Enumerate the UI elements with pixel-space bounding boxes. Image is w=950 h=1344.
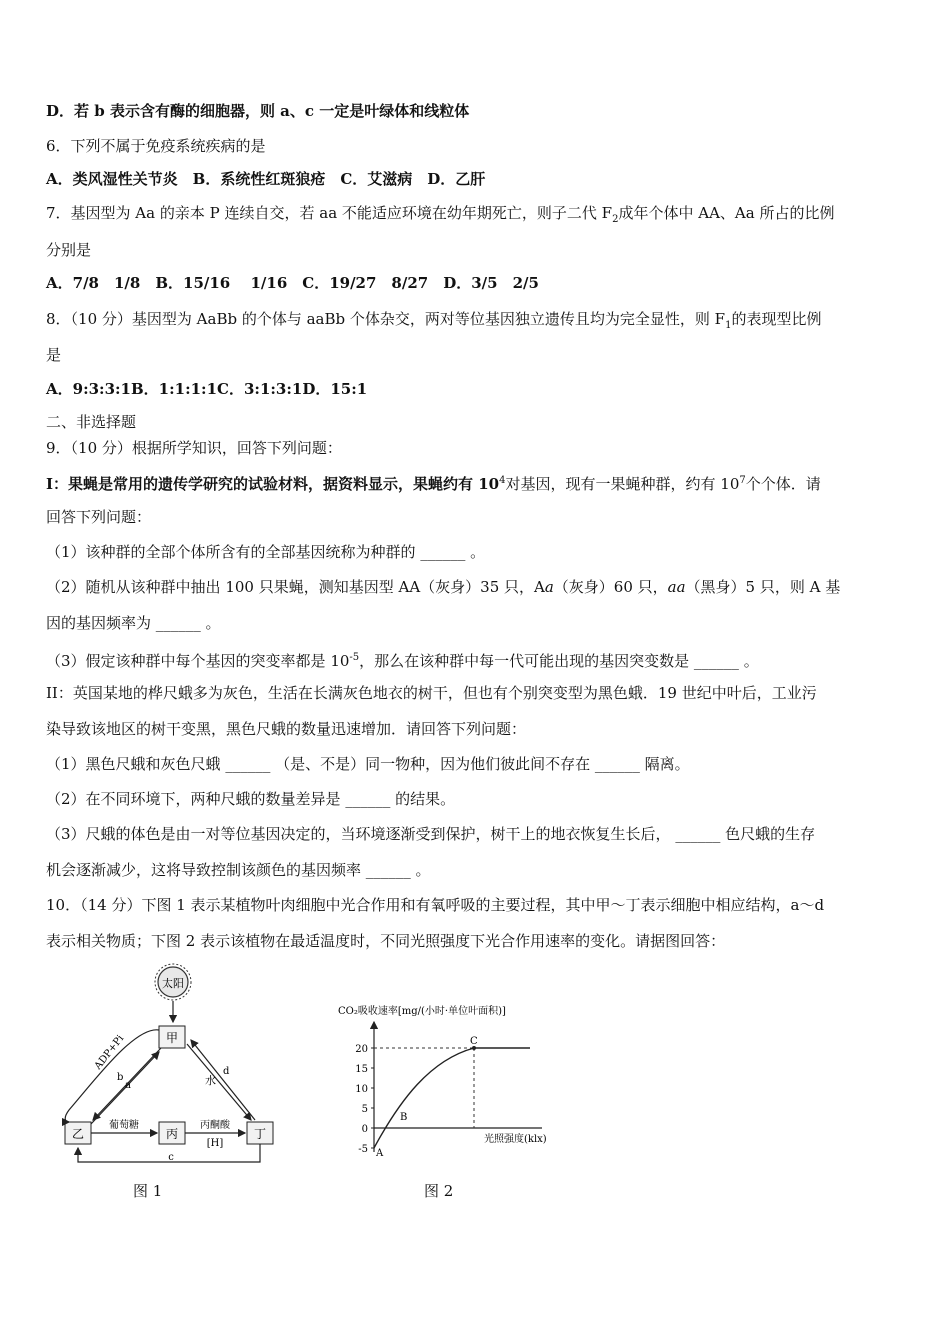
q8-options: A．9:3:3:1B．1:1:1:1C．3:1:3:1D．15:1 xyxy=(46,380,368,398)
label-adp: ADP+Pi xyxy=(92,1033,127,1072)
label-c: c xyxy=(168,1152,174,1163)
label-glucose: 葡萄糖 xyxy=(109,1120,139,1131)
label-pyruvate: 丙酮酸 xyxy=(200,1120,230,1131)
label-ding: 丁 xyxy=(253,1127,267,1141)
q7-stem-cont: 分别是 xyxy=(46,241,92,259)
q5-option-d: D．若 b 表示含有酶的细胞器，则 a、c 一定是叶绿体和线粒体 xyxy=(46,102,470,120)
fig2-label-b: B xyxy=(400,1112,408,1123)
q9-p1-text: I：果蝇是常用的遗传学研究的试验材料，据资料显示，果蝇约有 10 xyxy=(46,475,500,493)
label-jia: 甲 xyxy=(165,1031,179,1045)
q7-stem xyxy=(46,203,834,230)
sun-label: 太阳 xyxy=(162,977,184,990)
q9-t3-cont: 机会逐渐减少，这将导致控制该颜色的基因频率 ______ 。 xyxy=(46,861,431,879)
fig2-label-a: A xyxy=(376,1148,384,1159)
figure-2 xyxy=(330,1000,560,1170)
figure-1-caption: 图 1 xyxy=(133,1182,163,1200)
q9-sub2 xyxy=(46,577,840,597)
q9-s3-sup: -5 xyxy=(349,652,360,663)
q8-stem xyxy=(46,309,821,336)
q9-sub2-cont: 因的基因频率为 ______ 。 xyxy=(46,614,221,632)
q8-stem-part: 8．（10 分）基因型为 AaBb 的个体与 aaBb 个体杂交，两对等位基因独立遗传且均为完全显性，则 F xyxy=(46,310,726,328)
q9-p1-sup: 7 xyxy=(739,475,746,486)
q9-stem: 9．（10 分）根据所学知识，回答下列问题： xyxy=(46,439,342,457)
fig2-ylabel: CO₂吸收速率[mg/(小时·单位叶面积)] xyxy=(338,1006,506,1017)
q9-t1: （1）黑色尺蛾和灰色尺蛾 ______ （是、不是）同一物种，因为他们彼此间不存在 ______ 隔离。 xyxy=(46,755,690,773)
q7-stem-part: 成年个体中 AA、Aa 所占的比例 xyxy=(618,204,835,222)
label-b: b xyxy=(117,1072,124,1083)
fig2-curve xyxy=(374,1048,530,1148)
q9-s2-italic: aa xyxy=(667,578,686,596)
q8-stem-cont: 是 xyxy=(46,346,62,364)
q9-p1-text: 对基因，现有一果蝇种群，约有 10 xyxy=(505,475,740,493)
q7-options: A．7/8 1/8 B．15/16 1/16 C．19/27 8/27 D．3/5 2/5 xyxy=(46,274,539,292)
section-title: 二、非选择题 xyxy=(46,413,137,431)
figure-1 xyxy=(55,960,285,1170)
q9-s3-text: （3）假定该种群中每个基因的突变率都是 10 xyxy=(46,652,350,670)
q9-s3-text: ，那么在该种群中每一代可能出现的基因突变数是 ______ 。 xyxy=(359,652,759,670)
q9-s2-text: （黑身）5 只，则 A 基 xyxy=(685,578,841,596)
q9-s2-text: （2）随机从该种群中抽出 100 只果蝇，测知基因型 AA（灰身）35 只，A xyxy=(46,578,545,596)
q6-options: A．类风湿性关节炎 B．系统性红斑狼疮 C．艾滋病 D．乙肝 xyxy=(46,170,486,188)
fig2-ytick-label: 15 xyxy=(355,1064,368,1075)
q9-part2-cont: 染导致该地区的树干变黑，黑色尺蛾的数量迅速增加．请回答下列问题： xyxy=(46,720,527,738)
q7-sub: 2 xyxy=(612,214,619,225)
q10-stem: 10．（14 分）下图 1 表示某植物叶肉细胞中光合作用和有氧呼吸的主要过程，其中甲～丁表示细胞中相应结构，a～d xyxy=(46,896,825,914)
q9-part2: II：英国某地的桦尺蛾多为灰色，生活在长满灰色地衣的树干，但也有个别突变型为黑色蛾．19 世纪中叶后，工业污 xyxy=(46,684,817,702)
label-a: a xyxy=(125,1080,131,1091)
q9-part1-cont: 回答下列问题： xyxy=(46,508,152,526)
q9-part1 xyxy=(46,471,821,494)
figure-2-caption: 图 2 xyxy=(424,1182,454,1200)
q9-p1-text: 个个体．请 xyxy=(745,475,821,493)
q6-stem: 6．下列不属于免疫系统疾病的是 xyxy=(46,137,266,155)
fig2-ytick-label: 5 xyxy=(361,1104,368,1115)
label-water: 水 xyxy=(205,1074,216,1087)
q9-t3: （3）尺蛾的体色是由一对等位基因决定的，当环境逐渐受到保护，树干上的地衣恢复生长后， ______ 色尺蛾的生存 xyxy=(46,825,816,843)
q9-sub3 xyxy=(46,648,759,671)
q9-s2-italic: a xyxy=(544,578,554,596)
q9-t2: （2）在不同环境下，两种尺蛾的数量差异是 ______ 的结果。 xyxy=(46,790,456,808)
fig2-ytick-label: -5 xyxy=(358,1144,368,1155)
q10-stem-cont: 表示相关物质；下图 2 表示该植物在最适温度时，不同光照强度下光合作用速率的变化。请据图回答： xyxy=(46,932,726,950)
arrow-jia-ding xyxy=(187,1044,251,1120)
fig2-xlabel: 光照强度(klx) xyxy=(484,1134,547,1145)
q9-sub1: （1）该种群的全部个体所含有的全部基因统称为种群的 ______ 。 xyxy=(46,543,486,561)
q9-s2-text: （灰身）60 只， xyxy=(553,578,668,596)
q7-stem-part: 7．基因型为 Aa 的亲本 P 连续自交，若 aa 不能适应环境在幼年期死亡，则子二代 F xyxy=(46,204,613,222)
q8-stem-part: 的表现型比例 xyxy=(731,310,822,328)
fig2-ytick-label: 10 xyxy=(355,1084,368,1095)
fig2-ytick-label: 20 xyxy=(355,1044,368,1055)
fig2-label-c: C xyxy=(470,1036,478,1047)
label-h: [H] xyxy=(206,1138,224,1149)
q8-sub: 1 xyxy=(725,320,732,331)
label-d: d xyxy=(223,1066,230,1077)
label-bing: 丙 xyxy=(165,1127,179,1141)
label-yi: 乙 xyxy=(71,1127,85,1141)
fig2-ytick-label: 0 xyxy=(361,1124,368,1135)
arrow-ding-jia xyxy=(191,1040,255,1120)
q9-p1-sup: 4 xyxy=(499,475,506,486)
